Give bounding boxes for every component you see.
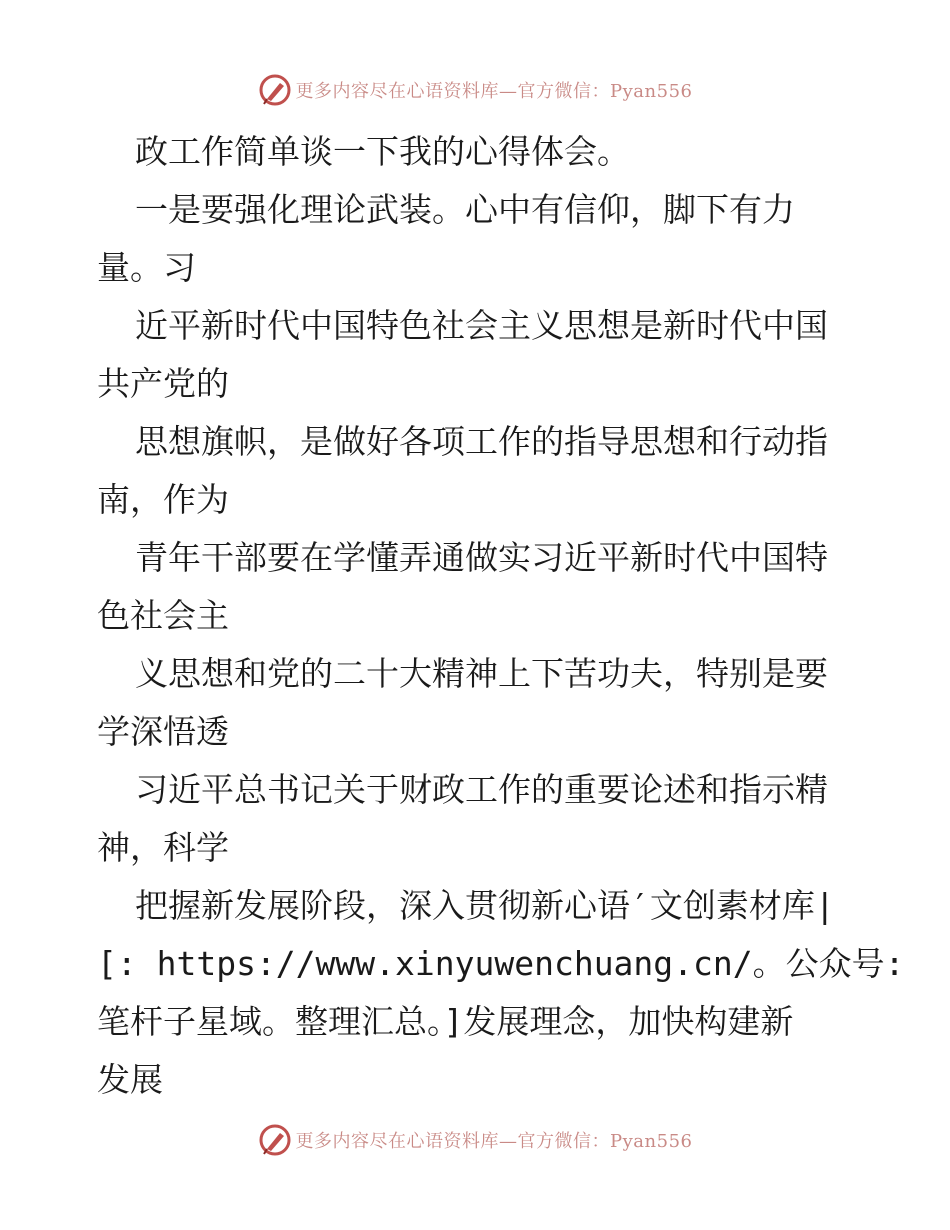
watermark-text: 更多内容尽在心语资料库—官方微信：Pyan556 bbox=[295, 81, 693, 102]
watermark-text: 更多内容尽在心语资料库—官方微信：Pyan556 bbox=[295, 1131, 693, 1152]
text-line: 义思想和党的二十大精神上下苦功夫，特别是要 bbox=[135, 654, 828, 693]
text-line: 笔杆子星域。整理汇总。]发展理念，加快构建新 bbox=[97, 1002, 794, 1041]
text-line: 思想旗帜，是做好各项工作的指导思想和行动指 bbox=[135, 422, 828, 461]
quill-pen-icon bbox=[258, 1123, 292, 1157]
text-line: 习近平总书记关于财政工作的重要论述和指示精 bbox=[135, 770, 828, 809]
text-line: 发展 bbox=[97, 1060, 163, 1099]
text-line: 神，科学 bbox=[97, 828, 229, 867]
text-line: 政工作简单谈一下我的心得体会。 bbox=[135, 132, 630, 171]
text-line: 学深悟透 bbox=[97, 712, 229, 751]
text-line: [: https://www.xinyuwenchuang.cn/。公众号: bbox=[97, 944, 905, 983]
text-line: 青年干部要在学懂弄通做实习近平新时代中国特 bbox=[135, 538, 828, 577]
header-watermark-banner bbox=[0, 70, 950, 110]
document-body bbox=[97, 123, 905, 1109]
text-line: 量。习 bbox=[97, 248, 196, 287]
quill-pen-icon bbox=[258, 73, 292, 107]
text-line: 一是要强化理论武装。心中有信仰，脚下有力 bbox=[135, 190, 795, 229]
text-line: 共产党的 bbox=[97, 364, 229, 403]
text-line: 色社会主 bbox=[97, 596, 229, 635]
text-line: 把握新发展阶段，深入贯彻新心语′文创素材库| bbox=[135, 886, 835, 925]
footer-watermark-banner bbox=[0, 1120, 950, 1160]
text-line: 南，作为 bbox=[97, 480, 229, 519]
text-line: 近平新时代中国特色社会主义思想是新时代中国 bbox=[135, 306, 828, 345]
